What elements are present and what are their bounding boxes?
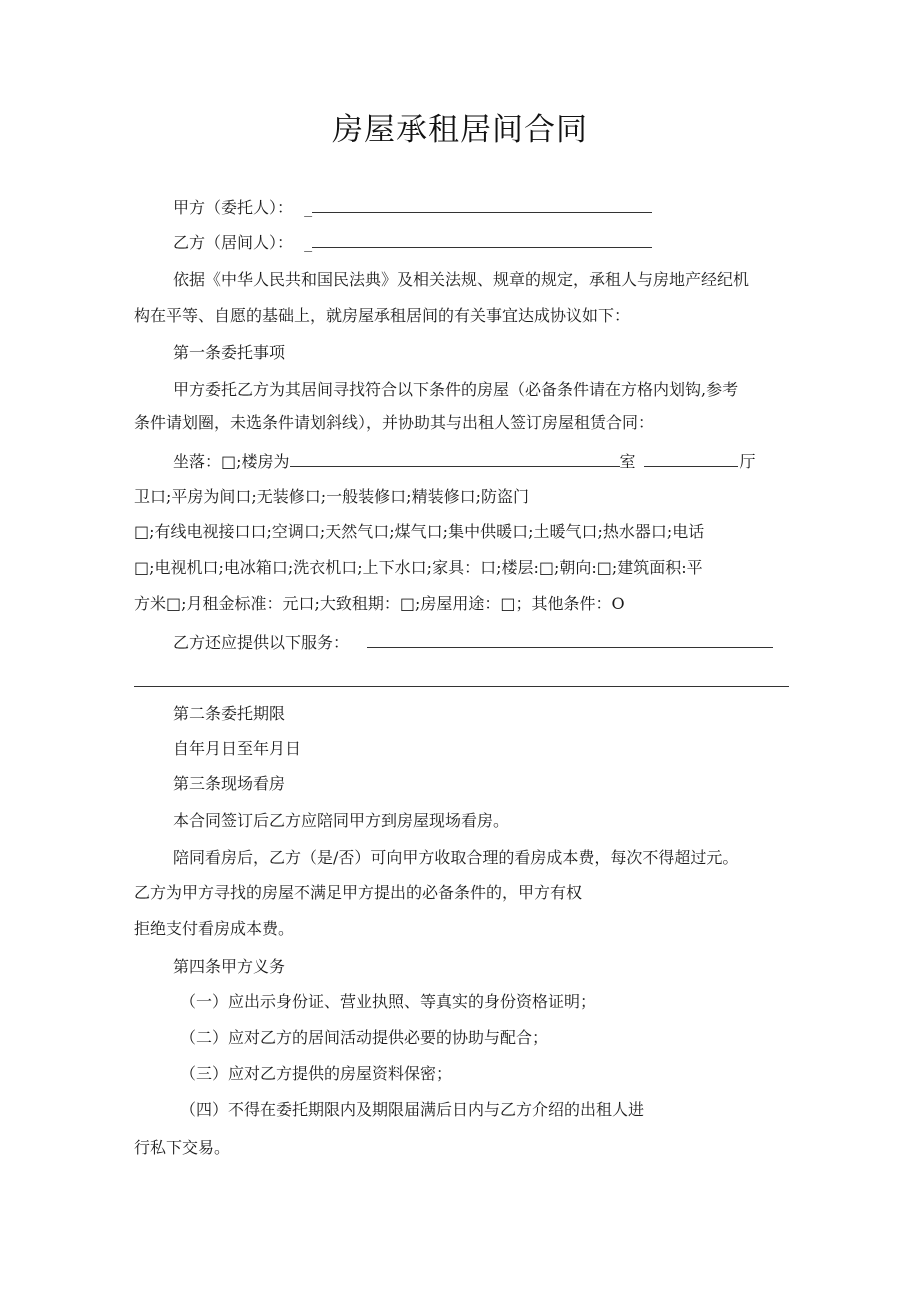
party-b-label: 乙方（居间人）： [173,233,294,252]
article-3-body-3: 乙方为甲方寻找的房屋不满足甲方提出的必备条件的，甲方有权 [134,883,583,902]
article-4-item-4-line-1: （四）不得在委托期限内及期限届满后日内与乙方介绍的出租人进 [180,1100,645,1119]
article-3-body-1: 本合同签订后乙方应陪同甲方到房屋现场看房。 [173,811,510,830]
party-a-underscore: _ [304,198,313,217]
article-1-heading: 第一条委托事项 [173,343,286,362]
condition-line-2: 卫口;平房为间口;无装修口;一般装修口;精装修口;防盗门 [134,487,529,506]
intro-line-2: 构在平等、自愿的基础上，就房屋承租居间的有关事宜达成协议如下： [134,306,631,325]
article-4-item-3: （三）应对乙方提供的房屋资料保密； [180,1064,453,1083]
services-continuation-line [134,686,789,687]
services-blank [367,630,773,648]
condition-line-1-room: 室 [619,452,636,471]
party-b-blank [312,230,652,248]
article-2-body: 自年月日至年月日 [173,739,302,758]
article-1-body-2: 条件请划圈，未选条件请划斜线），并协助其与出租人签订房屋租赁合同： [134,413,655,432]
condition-line-1 [173,449,756,474]
party-a-line [173,195,652,220]
party-b-underscore: _ [304,233,313,252]
party-a-blank [312,195,652,213]
article-2-heading: 第二条委托期限 [173,704,286,723]
party-b-line [173,230,652,255]
article-3-body-2: 陪同看房后，乙方（是/否）可向甲方收取合理的看房成本费，每次不得超过元。 [173,848,739,867]
condition-line-1-a: 坐落：□;楼房为 [173,452,290,471]
services-label: 乙方还应提供以下服务： [173,633,350,652]
article-3-body-4: 拒绝支付看房成本费。 [134,919,295,938]
article-4-heading: 第四条甲方义务 [173,957,286,976]
article-3-heading: 第三条现场看房 [173,774,286,793]
intro-line-1: 依据《中华人民共和国民法典》及相关法规、规章的规定，承租人与房地产经纪机 [173,270,750,289]
condition-line-3: □;有线电视接口口;空调口;天然气口;煤气口;集中供暖口;土暖气口;热水器口;电话 [134,522,705,541]
party-a-label: 甲方（委托人）： [173,198,294,217]
hall-count-blank [644,449,738,467]
page-title: 房屋承租居间合同 [332,112,588,148]
condition-line-1-hall: 厅 [739,452,756,471]
article-1-body-1: 甲方委托乙方为其居间寻找符合以下条件的房屋（必备条件请在方格内划钩,参考 [173,380,739,399]
article-4-item-1: （一）应出示身份证、营业执照、等真实的身份资格证明； [180,992,597,1011]
services-line [173,630,773,655]
article-4-item-4-line-2: 行私下交易。 [134,1138,231,1157]
condition-line-5: 方米□;月租金标准：元口;大致租期：□;房屋用途：□；其他条件：O [134,594,625,613]
condition-line-4: □;电视机口;电冰箱口;洗衣机口;上下水口;家具：口;楼层:□;朝向:□;建筑面积:平 [134,558,703,577]
article-4-item-2: （二）应对乙方的居间活动提供必要的协助与配合； [180,1028,549,1047]
room-count-blank [290,449,620,467]
